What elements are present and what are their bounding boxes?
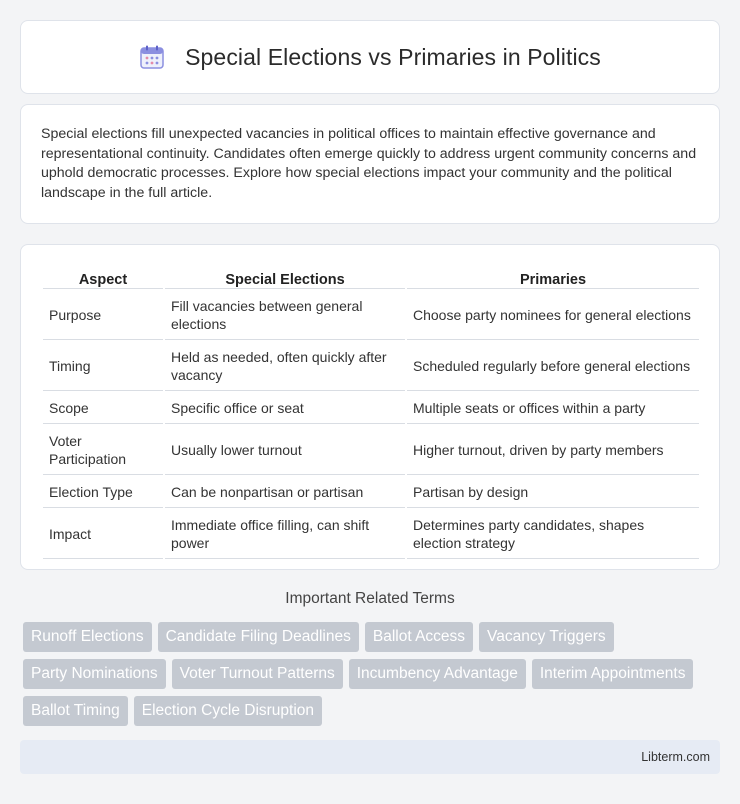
table-cell: Usually lower turnout: [165, 426, 405, 475]
table-cell: Can be nonpartisan or partisan: [165, 477, 405, 508]
comparison-table-card: [20, 244, 720, 570]
tag-ballot-timing[interactable]: Ballot Timing: [23, 696, 128, 726]
tag-runoff-elections[interactable]: Runoff Elections: [23, 622, 152, 652]
tag-incumbency-advantage[interactable]: Incumbency Advantage: [349, 659, 526, 689]
table-cell: Timing: [43, 342, 163, 391]
comparison-table: [41, 265, 701, 561]
footer: [20, 740, 720, 774]
table-cell: Held as needed, often quickly after vacancy: [165, 342, 405, 391]
table-row: [43, 342, 699, 391]
table-row: [43, 426, 699, 475]
tag-party-nominations[interactable]: Party Nominations: [23, 659, 166, 689]
table-row: [43, 510, 699, 559]
tag-ballot-access[interactable]: Ballot Access: [365, 622, 473, 652]
tag-candidate-filing-deadlines[interactable]: Candidate Filing Deadlines: [158, 622, 359, 652]
table-row: [43, 477, 699, 508]
related-terms-title: Important Related Terms: [285, 590, 455, 607]
footer-site-link[interactable]: Libterm.com: [641, 750, 710, 764]
header: [139, 44, 601, 71]
header-special-elections: Special Elections: [165, 267, 405, 289]
table-cell: Impact: [43, 510, 163, 559]
tag-voter-turnout-patterns[interactable]: Voter Turnout Patterns: [172, 659, 343, 689]
tag-interim-appointments[interactable]: Interim Appointments: [532, 659, 694, 689]
table-header-row: [43, 267, 699, 289]
table-cell: Purpose: [43, 291, 163, 340]
related-terms-tags: [23, 622, 723, 726]
table-cell: Multiple seats or offices within a party: [407, 393, 699, 424]
table-cell: Partisan by design: [407, 477, 699, 508]
table-cell: Specific office or seat: [165, 393, 405, 424]
tag-election-cycle-disruption[interactable]: Election Cycle Disruption: [134, 696, 322, 726]
table-cell: Election Type: [43, 477, 163, 508]
header-aspect: Aspect: [43, 267, 163, 289]
table-cell: Immediate office filling, can shift power: [165, 510, 405, 559]
table-cell: Determines party candidates, shapes election strategy: [407, 510, 699, 559]
table-cell: Higher turnout, driven by party members: [407, 426, 699, 475]
table-cell: Choose party nominees for general elections: [407, 291, 699, 340]
header-primaries: Primaries: [407, 267, 699, 289]
page-title: Special Elections vs Primaries in Politics: [185, 43, 601, 70]
intro-text: Special elections fill unexpected vacancies in political offices to maintain effective governance and representational continuity. Candidates often emerge quickly to address urgent community concerns and uphold democratic processes. Explore how special elections impact your community and the political landscape in the full article.: [41, 126, 697, 201]
table-cell: Scheduled regularly before general elections: [407, 342, 699, 391]
table-cell: Fill vacancies between general elections: [165, 291, 405, 340]
table-cell: Voter Participation: [43, 426, 163, 475]
table-row: [43, 291, 699, 340]
intro-card: [20, 104, 720, 224]
calendar-icon: [139, 44, 165, 70]
table-cell: Scope: [43, 393, 163, 424]
tag-vacancy-triggers[interactable]: Vacancy Triggers: [479, 622, 614, 652]
header-card: [20, 20, 720, 94]
table-row: [43, 393, 699, 424]
